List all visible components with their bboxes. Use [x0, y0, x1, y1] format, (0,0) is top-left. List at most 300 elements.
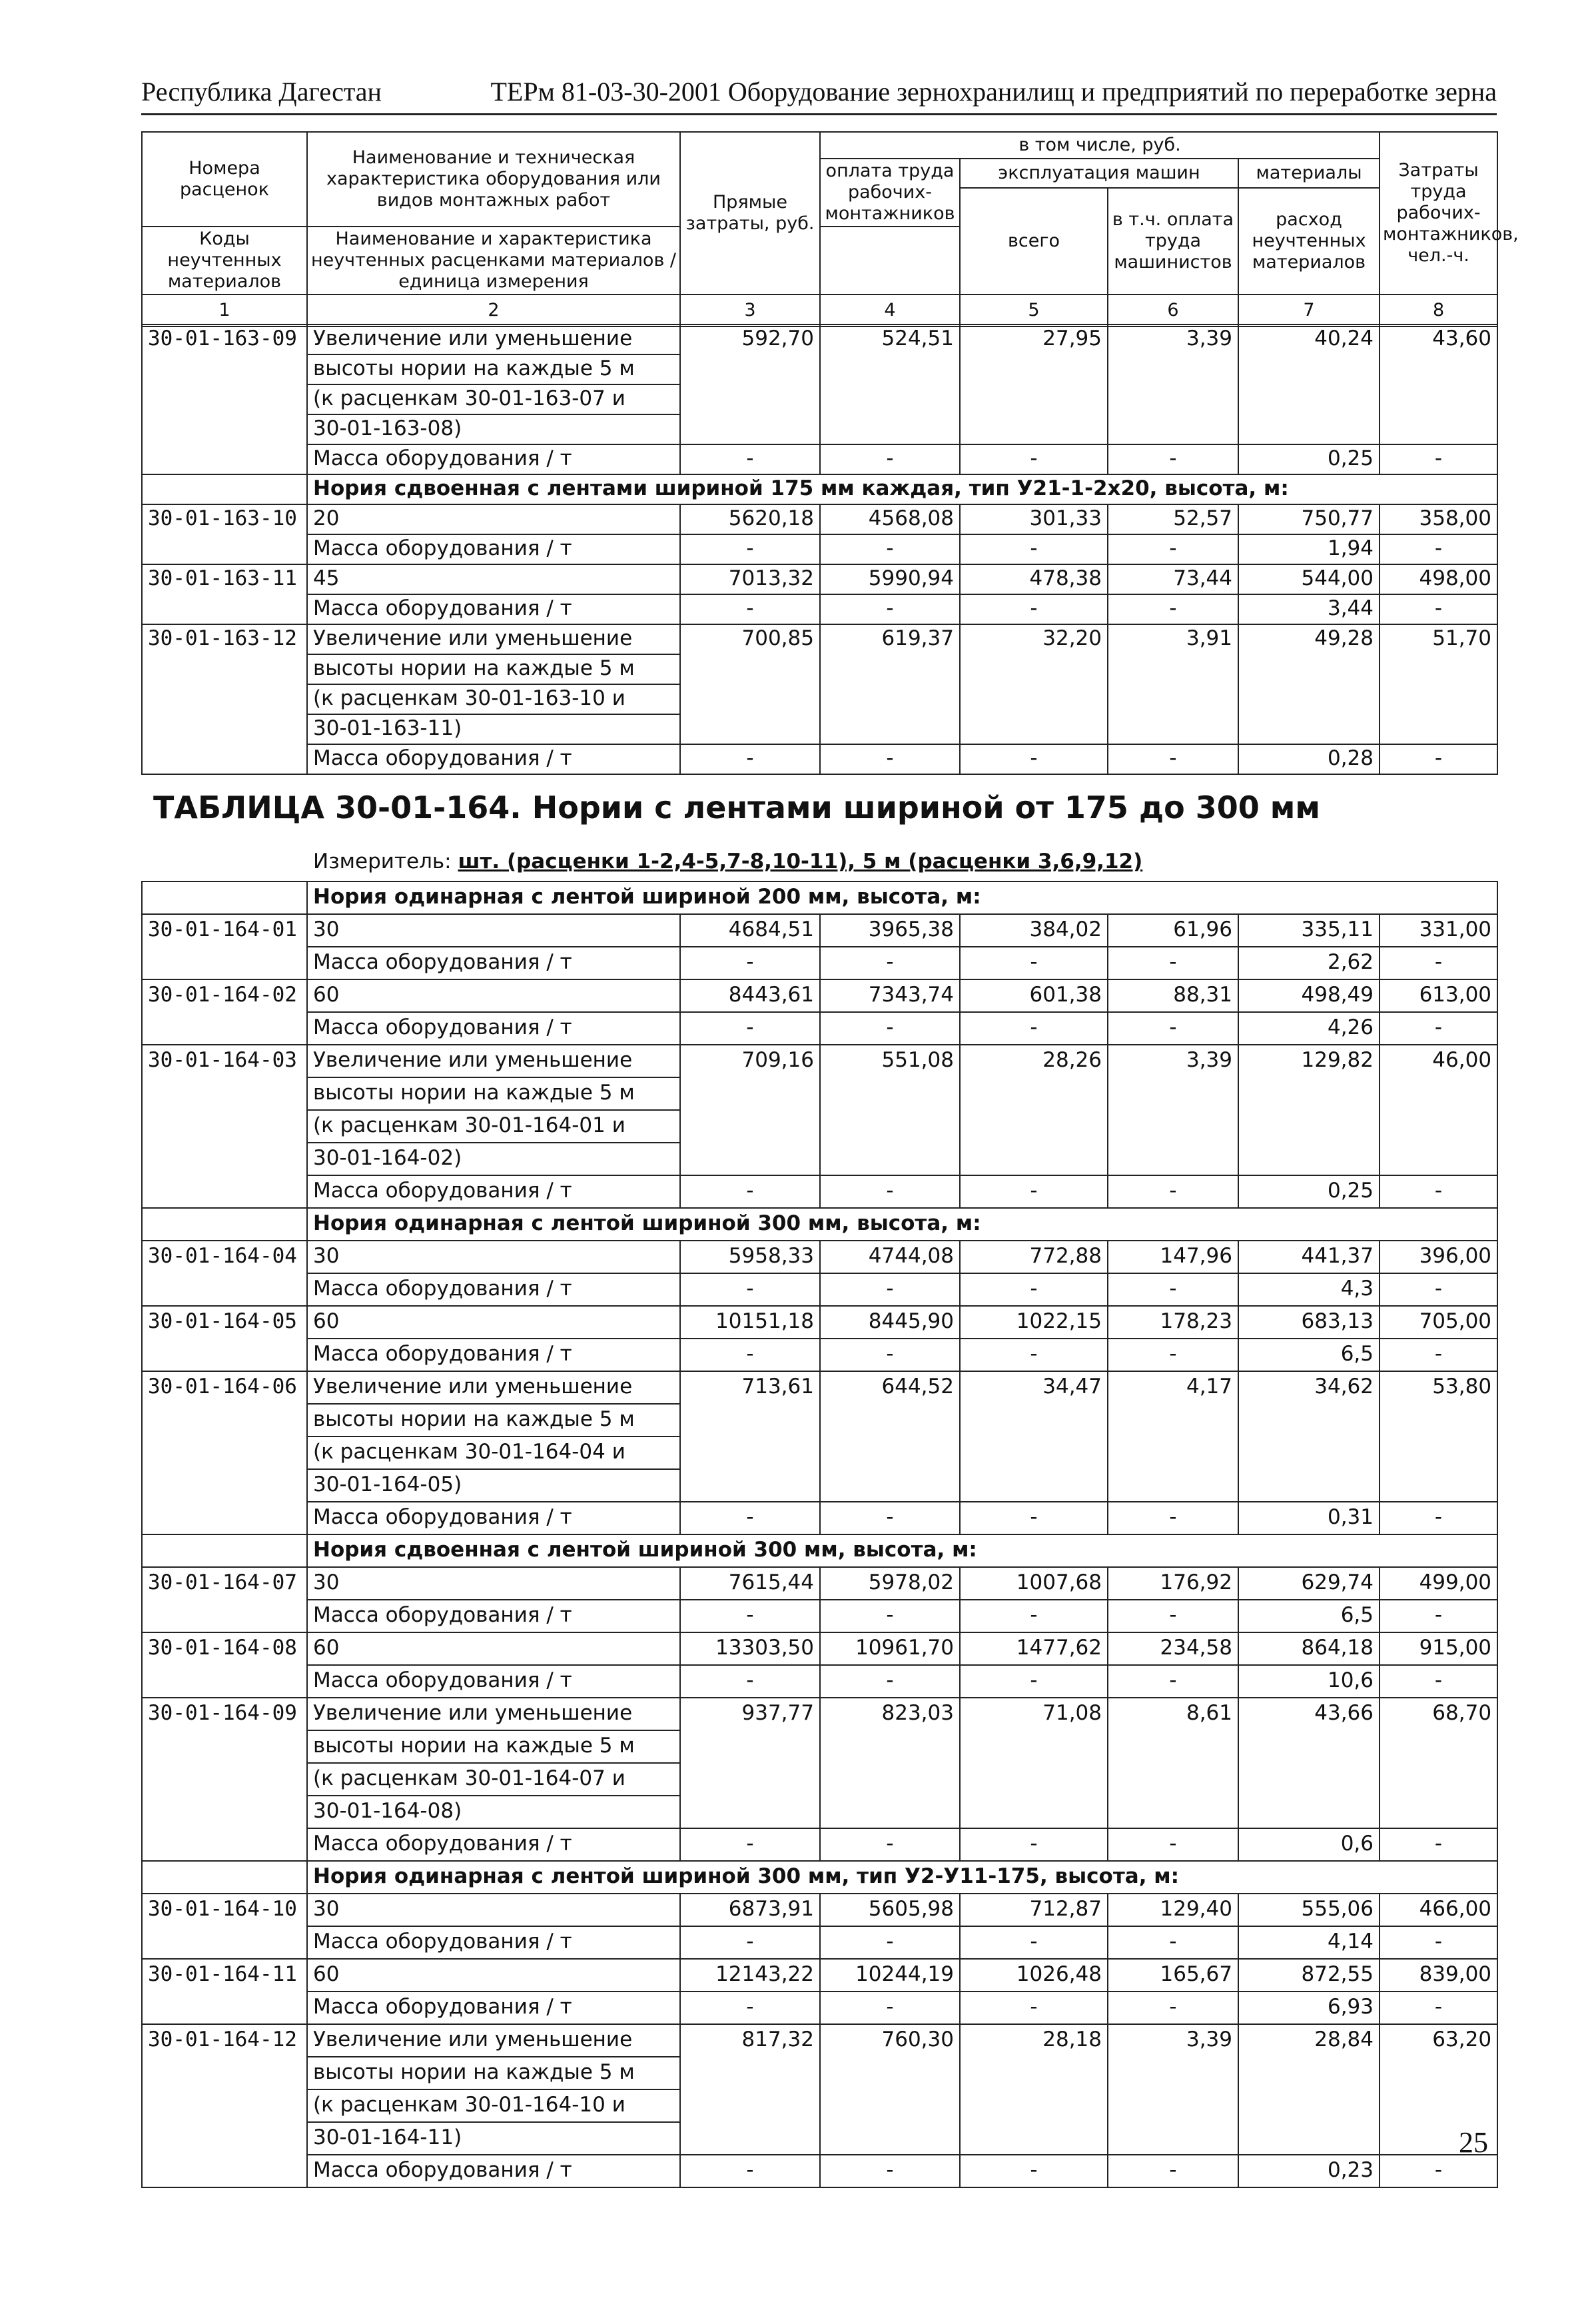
mass-row	[142, 1926, 1497, 1959]
table-row	[142, 1632, 1497, 1665]
rate-description: 20	[307, 504, 680, 534]
header-machines-total: всего	[960, 188, 1108, 294]
mass-value: 6,5	[1238, 1339, 1380, 1371]
rate-value: 34,47	[960, 1371, 1108, 1502]
mass-value: -	[1108, 947, 1238, 979]
rates-table-163	[141, 324, 1498, 775]
rate-value: 5620,18	[680, 504, 820, 534]
rate-description: 30-01-164-05)	[307, 1469, 680, 1502]
rate-code: 30-01-164-11	[142, 1959, 307, 2024]
mass-value: -	[680, 2155, 820, 2187]
rate-value: 52,57	[1108, 504, 1238, 534]
mass-value: -	[960, 1926, 1108, 1959]
rate-value: 4684,51	[680, 914, 820, 947]
column-number: 1	[142, 294, 307, 326]
rate-value: 644,52	[820, 1371, 960, 1502]
rate-value: 629,74	[1238, 1567, 1380, 1600]
rate-description: 30-01-164-11)	[307, 2122, 680, 2155]
rate-description: (к расценкам 30-01-164-01 и	[307, 1110, 680, 1143]
rate-value: 88,31	[1108, 979, 1238, 1012]
mass-value: -	[820, 1339, 960, 1371]
mass-value: -	[820, 444, 960, 474]
rate-value: 613,00	[1380, 979, 1497, 1012]
rate-description: 60	[307, 1959, 680, 1992]
mass-row	[142, 947, 1497, 979]
mass-value: -	[960, 1828, 1108, 1861]
table-row	[142, 624, 1497, 654]
mass-value: -	[1380, 1992, 1497, 2024]
mass-value: 3,44	[1238, 594, 1380, 624]
mass-row	[142, 1175, 1497, 1208]
header-material-consumption: расход неучтенных материалов	[1238, 188, 1380, 294]
rate-value: 441,37	[1238, 1241, 1380, 1273]
mass-value: -	[960, 444, 1108, 474]
mass-row	[142, 1273, 1497, 1306]
table-row	[142, 1698, 1497, 1730]
rate-description: высоты нории на каждые 5 м	[307, 2057, 680, 2089]
rate-value: 3,39	[1108, 2024, 1238, 2155]
rate-value: 1026,48	[960, 1959, 1108, 1992]
header-labor-costs: Затраты труда рабочих-монтажников, чел.-ч.	[1380, 132, 1497, 294]
mass-label: Масса оборудования / т	[307, 1828, 680, 1861]
table-row	[142, 2024, 1497, 2057]
rate-value: 13303,50	[680, 1632, 820, 1665]
mass-row	[142, 444, 1497, 474]
rate-value: 1022,15	[960, 1306, 1108, 1339]
rate-value: 713,61	[680, 1371, 820, 1502]
mass-value: 4,3	[1238, 1273, 1380, 1306]
mass-value: -	[820, 2155, 960, 2187]
table-header	[141, 131, 1519, 327]
mass-value: 6,5	[1238, 1600, 1380, 1632]
mass-label: Масса оборудования / т	[307, 444, 680, 474]
section-spacer	[142, 881, 307, 914]
rate-description: 60	[307, 1306, 680, 1339]
mass-value: -	[820, 1012, 960, 1045]
mass-value: -	[820, 1665, 960, 1698]
mass-value: -	[680, 444, 820, 474]
mass-value: -	[820, 534, 960, 564]
rate-description: высоты нории на каждые 5 м	[307, 1077, 680, 1110]
rate-value: 5990,94	[820, 564, 960, 594]
header-material-codes: Коды неучтенных материалов	[142, 227, 307, 294]
mass-label: Масса оборудования / т	[307, 1175, 680, 1208]
mass-value: -	[680, 1175, 820, 1208]
section-spacer	[142, 1208, 307, 1241]
header-equipment-name: Наименование и техническая характеристика оборудования или видов монтажных работ	[307, 132, 680, 227]
table-row	[142, 1567, 1497, 1600]
table-row	[142, 1045, 1497, 1077]
table-row	[142, 504, 1497, 534]
rate-description: Увеличение или уменьшение	[307, 2024, 680, 2057]
mass-row	[142, 1339, 1497, 1371]
rate-value: 129,82	[1238, 1045, 1380, 1175]
header-machines: эксплуатация машин	[960, 159, 1238, 188]
table-row	[142, 1959, 1497, 1992]
rate-description: (к расценкам 30-01-163-10 и	[307, 684, 680, 714]
rate-value: 839,00	[1380, 1959, 1497, 1992]
rate-value: 466,00	[1380, 1894, 1497, 1926]
rate-description: (к расценкам 30-01-164-07 и	[307, 1763, 680, 1796]
mass-value: -	[1380, 744, 1497, 774]
mass-label: Масса оборудования / т	[307, 534, 680, 564]
rate-code: 30-01-164-05	[142, 1306, 307, 1371]
rate-value: 147,96	[1108, 1241, 1238, 1273]
mass-value: -	[680, 1992, 820, 2024]
rate-value: 40,24	[1238, 324, 1380, 444]
table-row	[142, 1241, 1497, 1273]
mass-value: -	[1108, 534, 1238, 564]
rate-code: 30-01-164-06	[142, 1371, 307, 1534]
header-including-group: в том числе, руб.	[820, 132, 1380, 159]
rate-value: 601,38	[960, 979, 1108, 1012]
mass-value: -	[960, 594, 1108, 624]
mass-value: -	[820, 1175, 960, 1208]
rate-description: 30-01-163-11)	[307, 714, 680, 744]
mass-value: -	[960, 534, 1108, 564]
rate-description: Увеличение или уменьшение	[307, 1371, 680, 1404]
mass-value: -	[820, 744, 960, 774]
page-header	[141, 72, 1497, 115]
rate-value: 358,00	[1380, 504, 1497, 534]
rate-value: 5605,98	[820, 1894, 960, 1926]
rate-value: 335,11	[1238, 914, 1380, 947]
rate-description: Увеличение или уменьшение	[307, 1045, 680, 1077]
mass-value: -	[820, 1828, 960, 1861]
mass-value: -	[1108, 1273, 1238, 1306]
mass-row	[142, 1600, 1497, 1632]
column-number: 7	[1238, 294, 1380, 326]
mass-value: -	[1380, 1926, 1497, 1959]
rate-description: 30-01-164-02)	[307, 1143, 680, 1175]
mass-label: Масса оборудования / т	[307, 2155, 680, 2187]
mass-value: -	[1380, 444, 1497, 474]
mass-value: -	[1108, 2155, 1238, 2187]
mass-label: Масса оборудования / т	[307, 594, 680, 624]
mass-value: 0,25	[1238, 1175, 1380, 1208]
mass-value: -	[680, 594, 820, 624]
rate-description: 30-01-164-08)	[307, 1796, 680, 1828]
mass-value: -	[960, 1665, 1108, 1698]
rate-value: 176,92	[1108, 1567, 1238, 1600]
rate-value: 4744,08	[820, 1241, 960, 1273]
mass-value: -	[960, 1992, 1108, 2024]
mass-value: -	[1380, 1665, 1497, 1698]
mass-label: Масса оборудования / т	[307, 1273, 680, 1306]
mass-value: 0,6	[1238, 1828, 1380, 1861]
rate-value: 750,77	[1238, 504, 1380, 534]
mass-value: -	[960, 1502, 1108, 1534]
mass-value: -	[1380, 1502, 1497, 1534]
rate-value: 6873,91	[680, 1894, 820, 1926]
mass-label: Масса оборудования / т	[307, 1665, 680, 1698]
mass-value: -	[680, 1273, 820, 1306]
mass-value: -	[680, 1502, 820, 1534]
mass-row	[142, 2155, 1497, 2187]
header-rate-numbers: Номера расценок	[142, 132, 307, 227]
mass-value: -	[1108, 1502, 1238, 1534]
rate-value: 619,37	[820, 624, 960, 744]
rate-value: 12143,22	[680, 1959, 820, 1992]
rate-code: 30-01-163-11	[142, 564, 307, 624]
section-heading: Нория одинарная с лентой шириной 300 мм, тип У2-У11-175, высота, м:	[307, 1861, 1497, 1894]
rate-value: 1477,62	[960, 1632, 1108, 1665]
mass-row	[142, 534, 1497, 564]
rate-value: 3965,38	[820, 914, 960, 947]
mass-value: -	[1380, 1828, 1497, 1861]
mass-value: -	[1108, 1926, 1238, 1959]
mass-value: 0,28	[1238, 744, 1380, 774]
mass-value: -	[1380, 2155, 1497, 2187]
rate-description: 30	[307, 1241, 680, 1273]
header-worker-pay: оплата труда рабочих-монтажников	[820, 159, 960, 227]
mass-value: 1,94	[1238, 534, 1380, 564]
mass-value: -	[1380, 594, 1497, 624]
rate-description: Увеличение или уменьшение	[307, 624, 680, 654]
rate-code: 30-01-164-10	[142, 1894, 307, 1959]
mass-value: -	[1108, 1992, 1238, 2024]
mass-value: -	[1108, 1600, 1238, 1632]
rate-value: 49,28	[1238, 624, 1380, 744]
rates-table-164	[141, 881, 1498, 2188]
column-number: 8	[1380, 294, 1497, 326]
rate-description: Увеличение или уменьшение	[307, 1698, 680, 1730]
rate-value: 53,80	[1380, 1371, 1497, 1502]
mass-row	[142, 1828, 1497, 1861]
mass-label: Масса оборудования / т	[307, 947, 680, 979]
mass-value: -	[1380, 1600, 1497, 1632]
rate-value: 10151,18	[680, 1306, 820, 1339]
section-heading: Нория сдвоенная с лентами шириной 175 мм каждая, тип У21-1-2х20, высота, м:	[307, 474, 1497, 504]
rate-description: (к расценкам 30-01-164-10 и	[307, 2089, 680, 2122]
rate-value: 7013,32	[680, 564, 820, 594]
rate-value: 7343,74	[820, 979, 960, 1012]
rate-value: 555,06	[1238, 1894, 1380, 1926]
mass-value: 0,31	[1238, 1502, 1380, 1534]
rate-value: 4568,08	[820, 504, 960, 534]
mass-value: -	[1108, 744, 1238, 774]
rate-value: 71,08	[960, 1698, 1108, 1828]
rate-description: 45	[307, 564, 680, 594]
rate-description: высоты нории на каждые 5 м	[307, 1730, 680, 1763]
mass-value: -	[1108, 1665, 1238, 1698]
rate-code: 30-01-164-01	[142, 914, 307, 979]
rate-value: 7615,44	[680, 1567, 820, 1600]
rate-value: 3,39	[1108, 1045, 1238, 1175]
mass-value: 10,6	[1238, 1665, 1380, 1698]
mass-value: -	[960, 947, 1108, 979]
document-title: ТЕРм 81-03-30-2001 Оборудование зернохранилищ и предприятий по переработке зерна	[490, 77, 1497, 107]
mass-value: -	[680, 744, 820, 774]
rate-value: 551,08	[820, 1045, 960, 1175]
rate-value: 8443,61	[680, 979, 820, 1012]
rate-value: 700,85	[680, 624, 820, 744]
rate-value: 43,60	[1380, 324, 1497, 444]
mass-label: Масса оборудования / т	[307, 1339, 680, 1371]
rate-description: Увеличение или уменьшение	[307, 324, 680, 354]
rate-description: 30	[307, 914, 680, 947]
section-heading-row	[142, 1534, 1497, 1567]
rate-description: (к расценкам 30-01-164-04 и	[307, 1437, 680, 1469]
measurer-label: Измеритель:	[313, 850, 452, 873]
section-heading-row	[142, 1208, 1497, 1241]
rate-value: 234,58	[1108, 1632, 1238, 1665]
section-spacer	[142, 1534, 307, 1567]
mass-value: -	[820, 1992, 960, 2024]
table-title: ТАБЛИЦА 30-01-164. Нории с лентами шириной от 175 до 300 мм	[153, 790, 1320, 826]
rate-value: 129,40	[1108, 1894, 1238, 1926]
mass-row	[142, 744, 1497, 774]
mass-value: -	[680, 1665, 820, 1698]
mass-value: -	[680, 1012, 820, 1045]
mass-row	[142, 1502, 1497, 1534]
mass-label: Масса оборудования / т	[307, 1012, 680, 1045]
rate-code: 30-01-163-12	[142, 624, 307, 774]
rate-value: 712,87	[960, 1894, 1108, 1926]
rate-value: 8,61	[1108, 1698, 1238, 1828]
mass-value: -	[960, 1273, 1108, 1306]
column-number: 3	[680, 294, 820, 326]
mass-value: -	[820, 947, 960, 979]
mass-value: -	[960, 1012, 1108, 1045]
mass-label: Масса оборудования / т	[307, 1600, 680, 1632]
rate-code: 30-01-164-09	[142, 1698, 307, 1861]
mass-value: -	[820, 594, 960, 624]
mass-row	[142, 1012, 1497, 1045]
section-spacer	[142, 1861, 307, 1894]
rate-code: 30-01-164-08	[142, 1632, 307, 1698]
rate-value: 498,49	[1238, 979, 1380, 1012]
rate-value: 68,70	[1380, 1698, 1497, 1828]
table-row	[142, 1894, 1497, 1926]
table-row	[142, 564, 1497, 594]
rate-description: высоты нории на каждые 5 м	[307, 654, 680, 684]
rate-value: 498,00	[1380, 564, 1497, 594]
mass-value: -	[1108, 594, 1238, 624]
mass-value: -	[680, 1926, 820, 1959]
section-heading-row	[142, 1861, 1497, 1894]
rate-code: 30-01-163-09	[142, 324, 307, 474]
rate-value: 178,23	[1108, 1306, 1238, 1339]
rate-value: 705,00	[1380, 1306, 1497, 1339]
mass-value: -	[1380, 1175, 1497, 1208]
rate-value: 34,62	[1238, 1371, 1380, 1502]
mass-value: -	[680, 1339, 820, 1371]
section-heading: Нория сдвоенная с лентой шириной 300 мм, высота, м:	[307, 1534, 1497, 1567]
section-heading-row	[142, 474, 1497, 504]
mass-value: -	[820, 1502, 960, 1534]
rate-value: 823,03	[820, 1698, 960, 1828]
rate-value: 524,51	[820, 324, 960, 444]
mass-row	[142, 594, 1497, 624]
table-row	[142, 979, 1497, 1012]
mass-value: -	[1108, 1828, 1238, 1861]
rate-value: 5958,33	[680, 1241, 820, 1273]
rate-value: 43,66	[1238, 1698, 1380, 1828]
header-materials: материалы	[1238, 159, 1380, 188]
rate-value: 817,32	[680, 2024, 820, 2155]
mass-value: -	[960, 1175, 1108, 1208]
header-machinist-pay: в т.ч. оплата труда машинистов	[1108, 188, 1238, 294]
rate-code: 30-01-164-03	[142, 1045, 307, 1208]
rate-description: 60	[307, 1632, 680, 1665]
mass-value: -	[1380, 534, 1497, 564]
column-number: 6	[1108, 294, 1238, 326]
table-row	[142, 1371, 1497, 1404]
table-row	[142, 914, 1497, 947]
rate-value: 709,16	[680, 1045, 820, 1175]
region-name: Республика Дагестан	[141, 77, 382, 107]
column-number: 4	[820, 294, 960, 326]
rate-code: 30-01-163-10	[142, 504, 307, 564]
rate-value: 28,26	[960, 1045, 1108, 1175]
rate-value: 331,00	[1380, 914, 1497, 947]
rate-value: 61,96	[1108, 914, 1238, 947]
rate-value: 28,84	[1238, 2024, 1380, 2155]
mass-value: -	[1380, 1012, 1497, 1045]
rate-value: 384,02	[960, 914, 1108, 947]
mass-value: -	[680, 1600, 820, 1632]
rate-description: (к расценкам 30-01-163-07 и	[307, 384, 680, 414]
mass-value: 4,14	[1238, 1926, 1380, 1959]
mass-row	[142, 1665, 1497, 1698]
mass-label: Масса оборудования / т	[307, 1926, 680, 1959]
mass-label: Масса оборудования / т	[307, 1992, 680, 2024]
rate-value: 864,18	[1238, 1632, 1380, 1665]
rate-code: 30-01-164-04	[142, 1241, 307, 1306]
rate-value: 51,70	[1380, 624, 1497, 744]
section-spacer	[142, 474, 307, 504]
rate-value: 872,55	[1238, 1959, 1380, 1992]
rate-value: 683,13	[1238, 1306, 1380, 1339]
mass-value: -	[960, 1600, 1108, 1632]
mass-value: -	[1380, 1273, 1497, 1306]
rate-value: 10961,70	[820, 1632, 960, 1665]
rate-value: 3,39	[1108, 324, 1238, 444]
mass-value: -	[680, 1828, 820, 1861]
rate-value: 301,33	[960, 504, 1108, 534]
rate-value: 396,00	[1380, 1241, 1497, 1273]
mass-value: 4,26	[1238, 1012, 1380, 1045]
rate-description: 30-01-163-08)	[307, 414, 680, 444]
rate-value: 499,00	[1380, 1567, 1497, 1600]
rate-value: 5978,02	[820, 1567, 960, 1600]
rate-value: 165,67	[1108, 1959, 1238, 1992]
mass-row	[142, 1992, 1497, 2024]
measurer-value: шт. (расценки 1-2,4-5,7-8,10-11), 5 м (расценки 3,6,9,12)	[458, 850, 1143, 873]
rate-description: 30	[307, 1567, 680, 1600]
rate-code: 30-01-164-07	[142, 1567, 307, 1632]
page-number: 25	[1459, 2126, 1488, 2159]
mass-value: -	[820, 1600, 960, 1632]
rate-description: высоты нории на каждые 5 м	[307, 354, 680, 384]
mass-value: -	[1108, 1175, 1238, 1208]
mass-value: -	[960, 1339, 1108, 1371]
rate-value: 1007,68	[960, 1567, 1108, 1600]
mass-value: -	[1108, 1012, 1238, 1045]
mass-value: -	[1380, 947, 1497, 979]
mass-value: -	[1108, 1339, 1238, 1371]
rate-value: 592,70	[680, 324, 820, 444]
mass-value: -	[960, 2155, 1108, 2187]
header-worker-pay-cont	[820, 227, 960, 294]
column-number: 2	[307, 294, 680, 326]
header-direct-costs: Прямые затраты, руб.	[680, 132, 820, 294]
mass-label: Масса оборудования / т	[307, 744, 680, 774]
rate-description: высоты нории на каждые 5 м	[307, 1404, 680, 1437]
rate-value: 10244,19	[820, 1959, 960, 1992]
rate-code: 30-01-164-12	[142, 2024, 307, 2187]
